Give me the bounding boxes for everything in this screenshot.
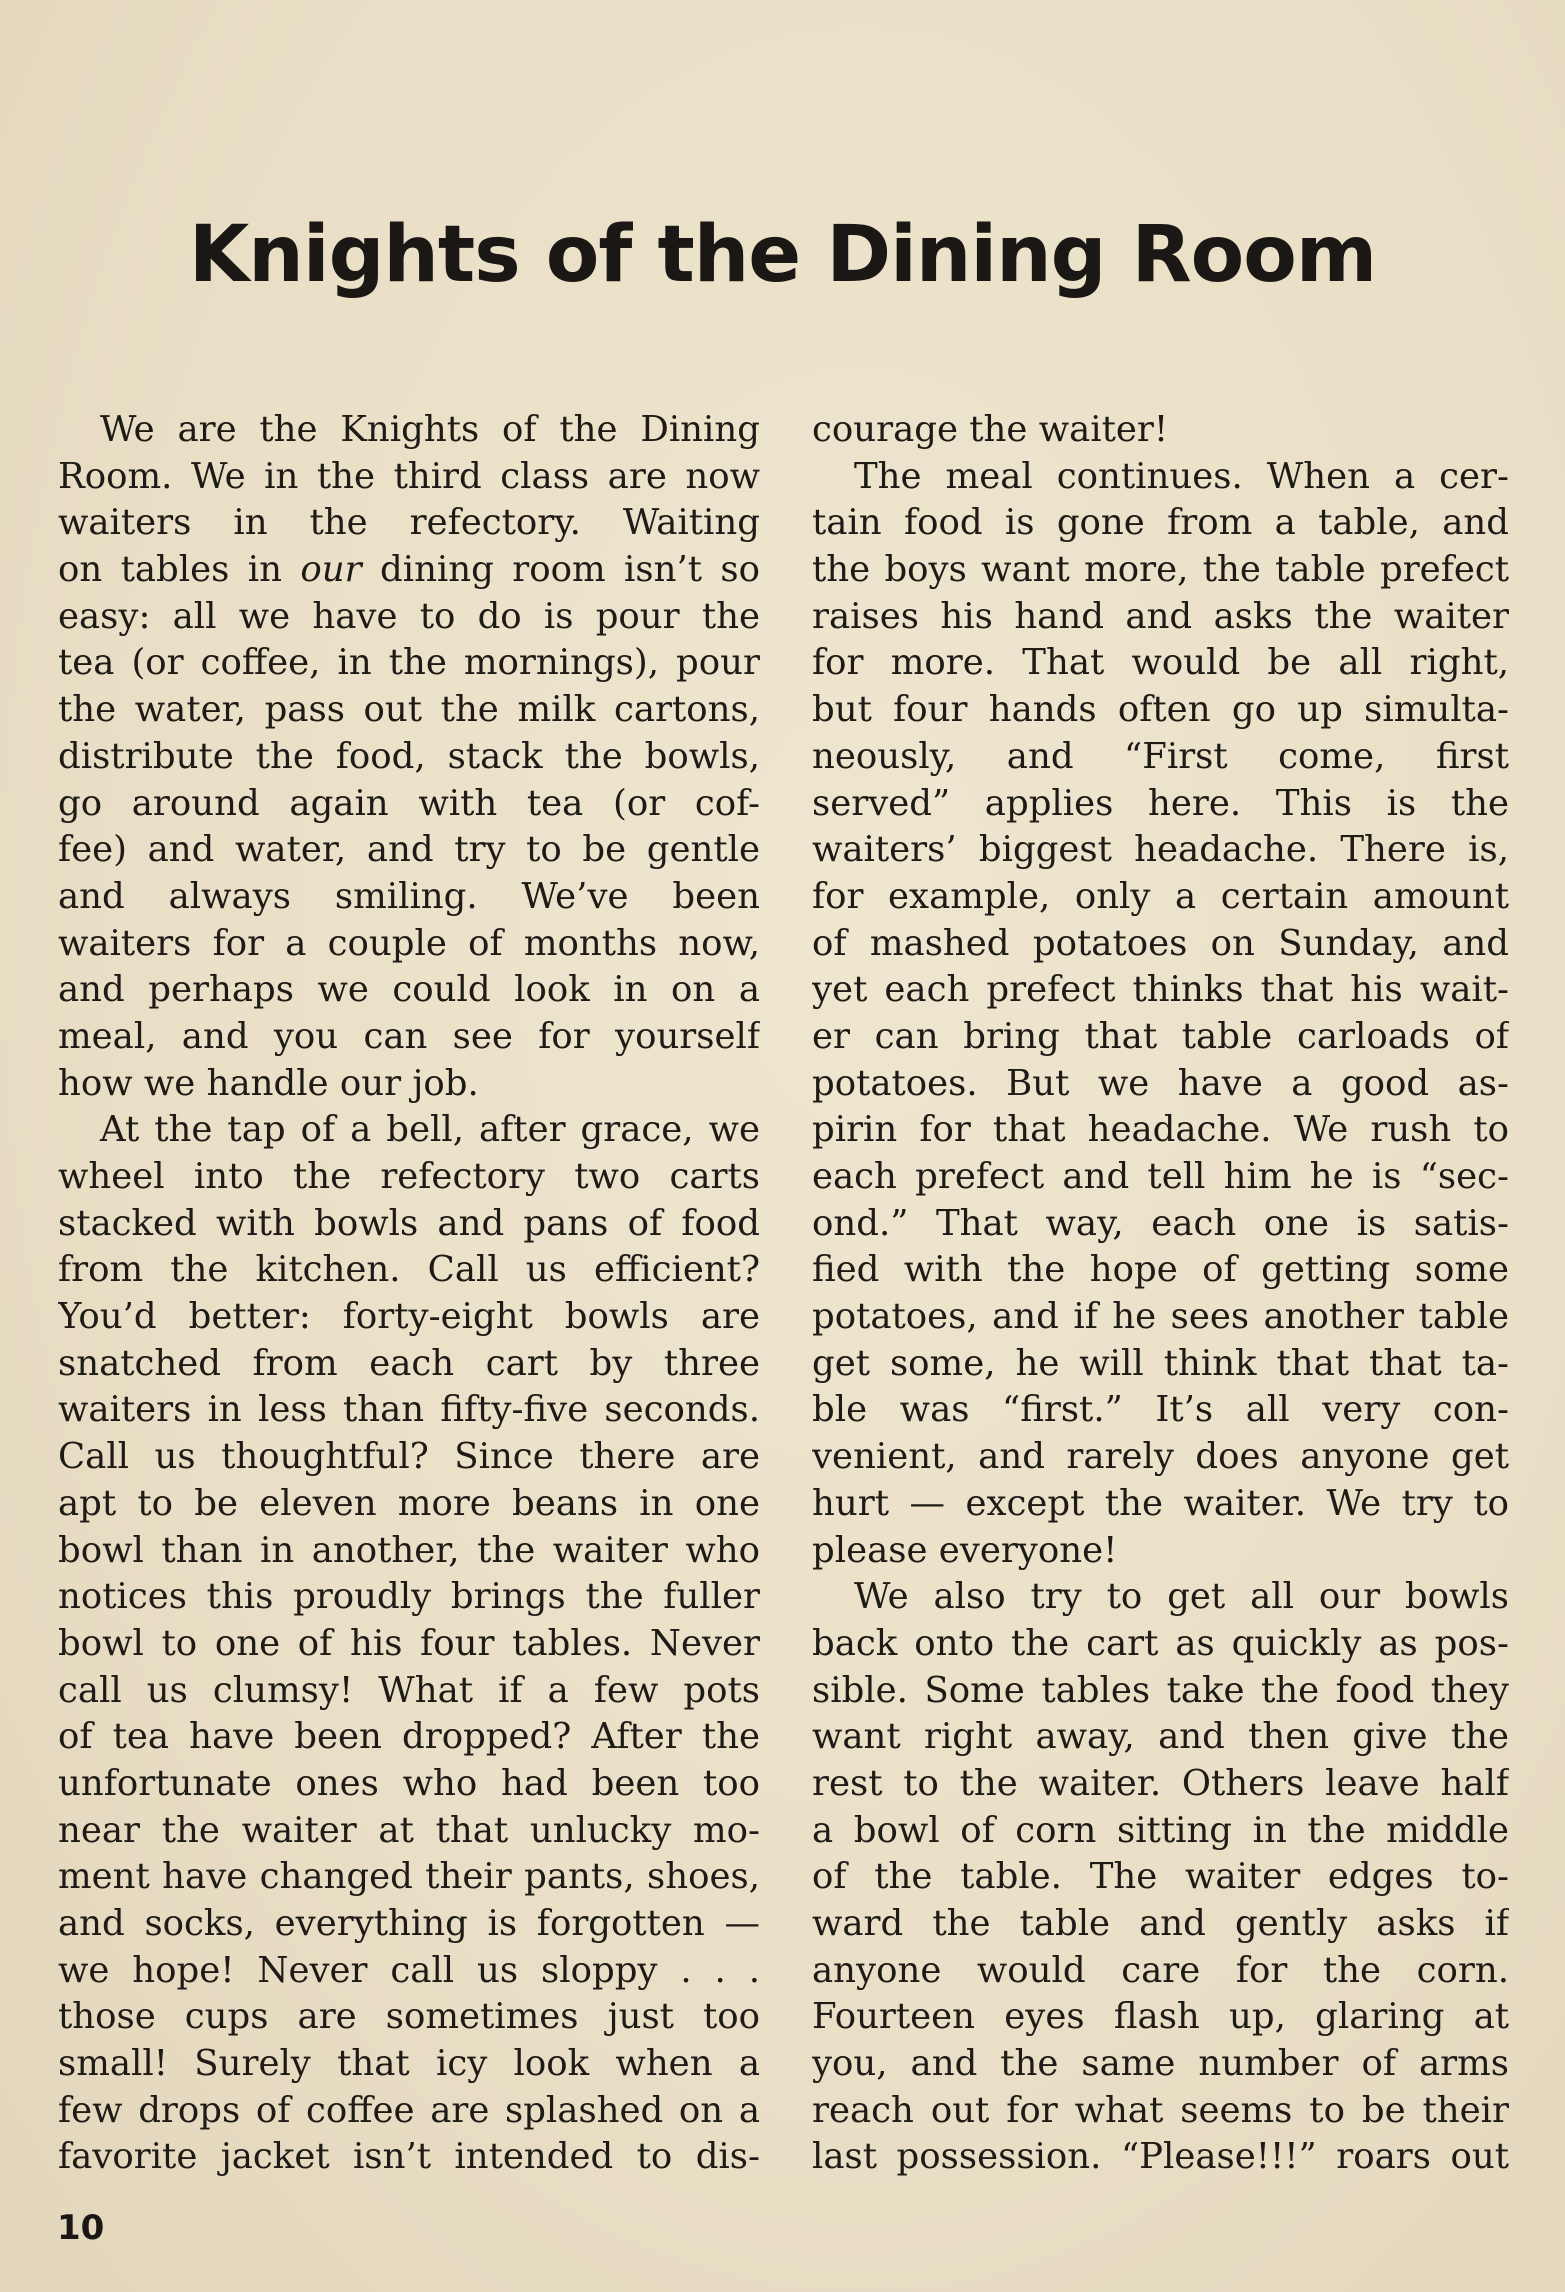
text-line: stacked with bowls and pans of food (58, 1202, 760, 1244)
text-line: waiters in less than fifty-five seconds. (58, 1389, 760, 1431)
text-line: snatched from each cart by three (58, 1342, 760, 1384)
text-line: distribute the food, stack the bowls, (58, 735, 760, 777)
text-line: We are the Knights of the Dining (100, 409, 760, 450)
text-line: you, and the same number of arms (812, 2043, 1509, 2085)
text-line: please everyone! (812, 1529, 1118, 1571)
page-number: 10 (57, 2208, 105, 2248)
text-line: We also try to get all our bowls (854, 1576, 1509, 1618)
text-line: of tea have been dropped? After the (58, 1716, 760, 1758)
text-line: back onto the cart as quickly as pos- (812, 1622, 1509, 1664)
text-line: tain food is gone from a table, and (812, 502, 1509, 544)
article-title: Knights of the Dining Room (188, 210, 1377, 300)
text-line: reach out for what seems to be their (812, 2089, 1509, 2131)
text-line: hurt — except the waiter. We try to (812, 1482, 1509, 1524)
text-line: ond.” That way, each one is satis- (812, 1202, 1509, 1244)
text-line: for example, only a certain amount (812, 875, 1509, 917)
text-line: notices this proudly brings the fuller (58, 1576, 760, 1618)
text-line: and always smiling. We’ve been (58, 875, 760, 917)
text-line: of the table. The waiter edges to- (812, 1856, 1509, 1898)
text-line: last possession. “Please!!!” roars out (812, 2136, 1509, 2178)
text-line: unfortunate ones who had been too (58, 1762, 760, 1804)
text-line: anyone would care for the corn. (812, 1949, 1509, 1991)
text-line: on tables in our dining room isn’t so (58, 549, 760, 591)
text-line: few drops of coffee are splashed on a (58, 2089, 760, 2131)
text-line: sible. Some tables take the food they (812, 1669, 1509, 1711)
text-line: potatoes. But we have a good as- (812, 1062, 1509, 1104)
left-column (58, 407, 760, 2181)
text-line: fied with the hope of getting some (812, 1249, 1509, 1291)
text-line: ble was “first.” It’s all very con- (812, 1389, 1509, 1431)
text-line: At the tap of a bell, after grace, we (100, 1109, 760, 1151)
text-line: meal, and you can see for yourself (58, 1015, 760, 1057)
text-line: pirin for that headache. We rush to (812, 1109, 1509, 1151)
text-line: and socks, everything is forgotten — (58, 1903, 760, 1944)
text-line: and perhaps we could look in on a (58, 969, 760, 1011)
text-line: potatoes, and if he sees another table (812, 1296, 1509, 1338)
text-line: fee) and water, and try to be gentle (58, 829, 760, 871)
emphasis-text: our (300, 549, 362, 591)
text-line: get some, he will think that that ta- (812, 1342, 1509, 1384)
text-line: of mashed potatoes on Sunday, and (812, 922, 1509, 964)
text-line: for more. That would be all right, (812, 642, 1509, 684)
text-line: wheel into the refectory two carts (58, 1156, 760, 1197)
text-line: er can bring that table carloads of (812, 1015, 1509, 1057)
text-line: how we handle our job. (58, 1062, 479, 1104)
text-line: ward the table and gently asks if (812, 1903, 1509, 1944)
text-line: venient, and rarely does anyone get (812, 1436, 1509, 1478)
text-line: The meal continues. When a cer- (854, 455, 1509, 497)
text-line: waiters in the refectory. Waiting (58, 502, 760, 544)
text-line: Call us thoughtful? Since there are (58, 1436, 760, 1478)
text-line: courage the waiter! (812, 409, 1169, 450)
text-line: You’d better: forty-eight bowls are (58, 1296, 760, 1338)
text-line: a bowl of corn sitting in the middle (812, 1809, 1509, 1851)
text-line: bowl to one of his four tables. Never (58, 1622, 760, 1664)
text-line: want right away, and then give the (812, 1716, 1509, 1758)
text-line: the boys want more, the table prefect (812, 549, 1509, 591)
text-line: waiters’ biggest headache. There is, (812, 829, 1509, 871)
text-line: call us clumsy! What if a few pots (58, 1669, 760, 1711)
text-line: served” applies here. This is the (812, 782, 1509, 824)
text-line: neously, and “First come, first (812, 735, 1509, 777)
text-line: easy: all we have to do is pour the (58, 595, 760, 637)
text-line: tea (or coffee, in the mornings), pour (58, 642, 760, 684)
text-line: ment have changed their pants, shoes, (58, 1856, 760, 1898)
text-line: favorite jacket isn’t intended to dis- (58, 2136, 760, 2178)
text-line: small! Surely that icy look when a (58, 2043, 760, 2085)
text-line: Room. We in the third class are now (58, 455, 760, 497)
text-line: yet each prefect thinks that his wait- (812, 969, 1509, 1011)
text-line: Fourteen eyes flash up, glaring at (812, 1996, 1509, 2038)
text-line: rest to the waiter. Others leave half (812, 1762, 1509, 1804)
text-line: but four hands often go up simulta- (812, 689, 1509, 731)
right-column (812, 407, 1509, 2181)
text-line: waiters for a couple of months now, (58, 922, 760, 964)
text-line: the water, pass out the milk cartons, (58, 689, 760, 731)
text-line: those cups are sometimes just too (58, 1996, 760, 2038)
text-line: we hope! Never call us sloppy . . . (58, 1949, 760, 1991)
text-line: apt to be eleven more beans in one (58, 1482, 760, 1524)
text-line: each prefect and tell him he is “sec- (812, 1156, 1509, 1197)
text-line: from the kitchen. Call us efficient? (58, 1249, 760, 1291)
text-line: go around again with tea (or cof- (58, 782, 760, 824)
text-line: bowl than in another, the waiter who (58, 1529, 760, 1571)
text-line: raises his hand and asks the waiter (812, 595, 1509, 637)
text-line: near the waiter at that unlucky mo- (58, 1809, 760, 1851)
